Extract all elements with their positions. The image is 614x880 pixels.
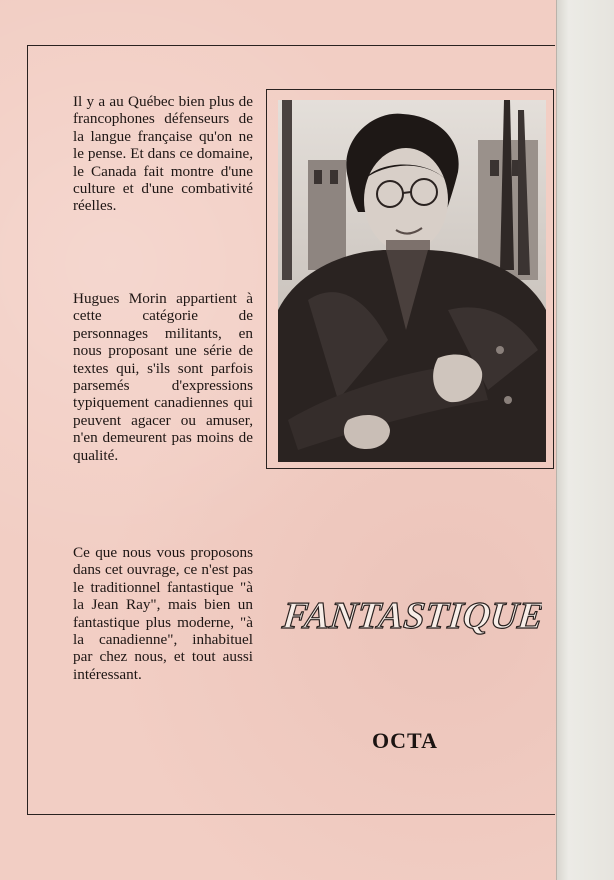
collection-title-text: FANTASTIQUE (280, 595, 542, 637)
description-paragraph-2: Hugues Morin appartient à cette catégorie de personnages militants, en nous proposant une série de textes qui, s'ils sont parfois parsemés d'expressions typiquement canadiennes qui peuvent agacer ou amuser, n'en demeurent pas moins de qualité. (73, 290, 253, 464)
book-spine (556, 0, 614, 880)
author-photo-illustration (278, 100, 546, 462)
publisher-name: OCTA (372, 728, 438, 753)
collection-title (280, 578, 542, 658)
author-photo (278, 100, 546, 462)
description-paragraph-1: Il y a au Québec bien plus de francophones défenseurs de la langue française qu'on ne le pense. Et dans ce domaine, le Canada fait montre d'une culture et d'une combativité réelles. (73, 93, 253, 215)
description-paragraph-3: Ce que nous vous proposons dans cet ouvrage, ce n'est pas le traditionnel fantastique "à la Jean Ray", mais bien un fantastique plus moderne, "à la canadienne", inhabituel par chez nous, et tout aussi intéressant. (73, 544, 253, 683)
